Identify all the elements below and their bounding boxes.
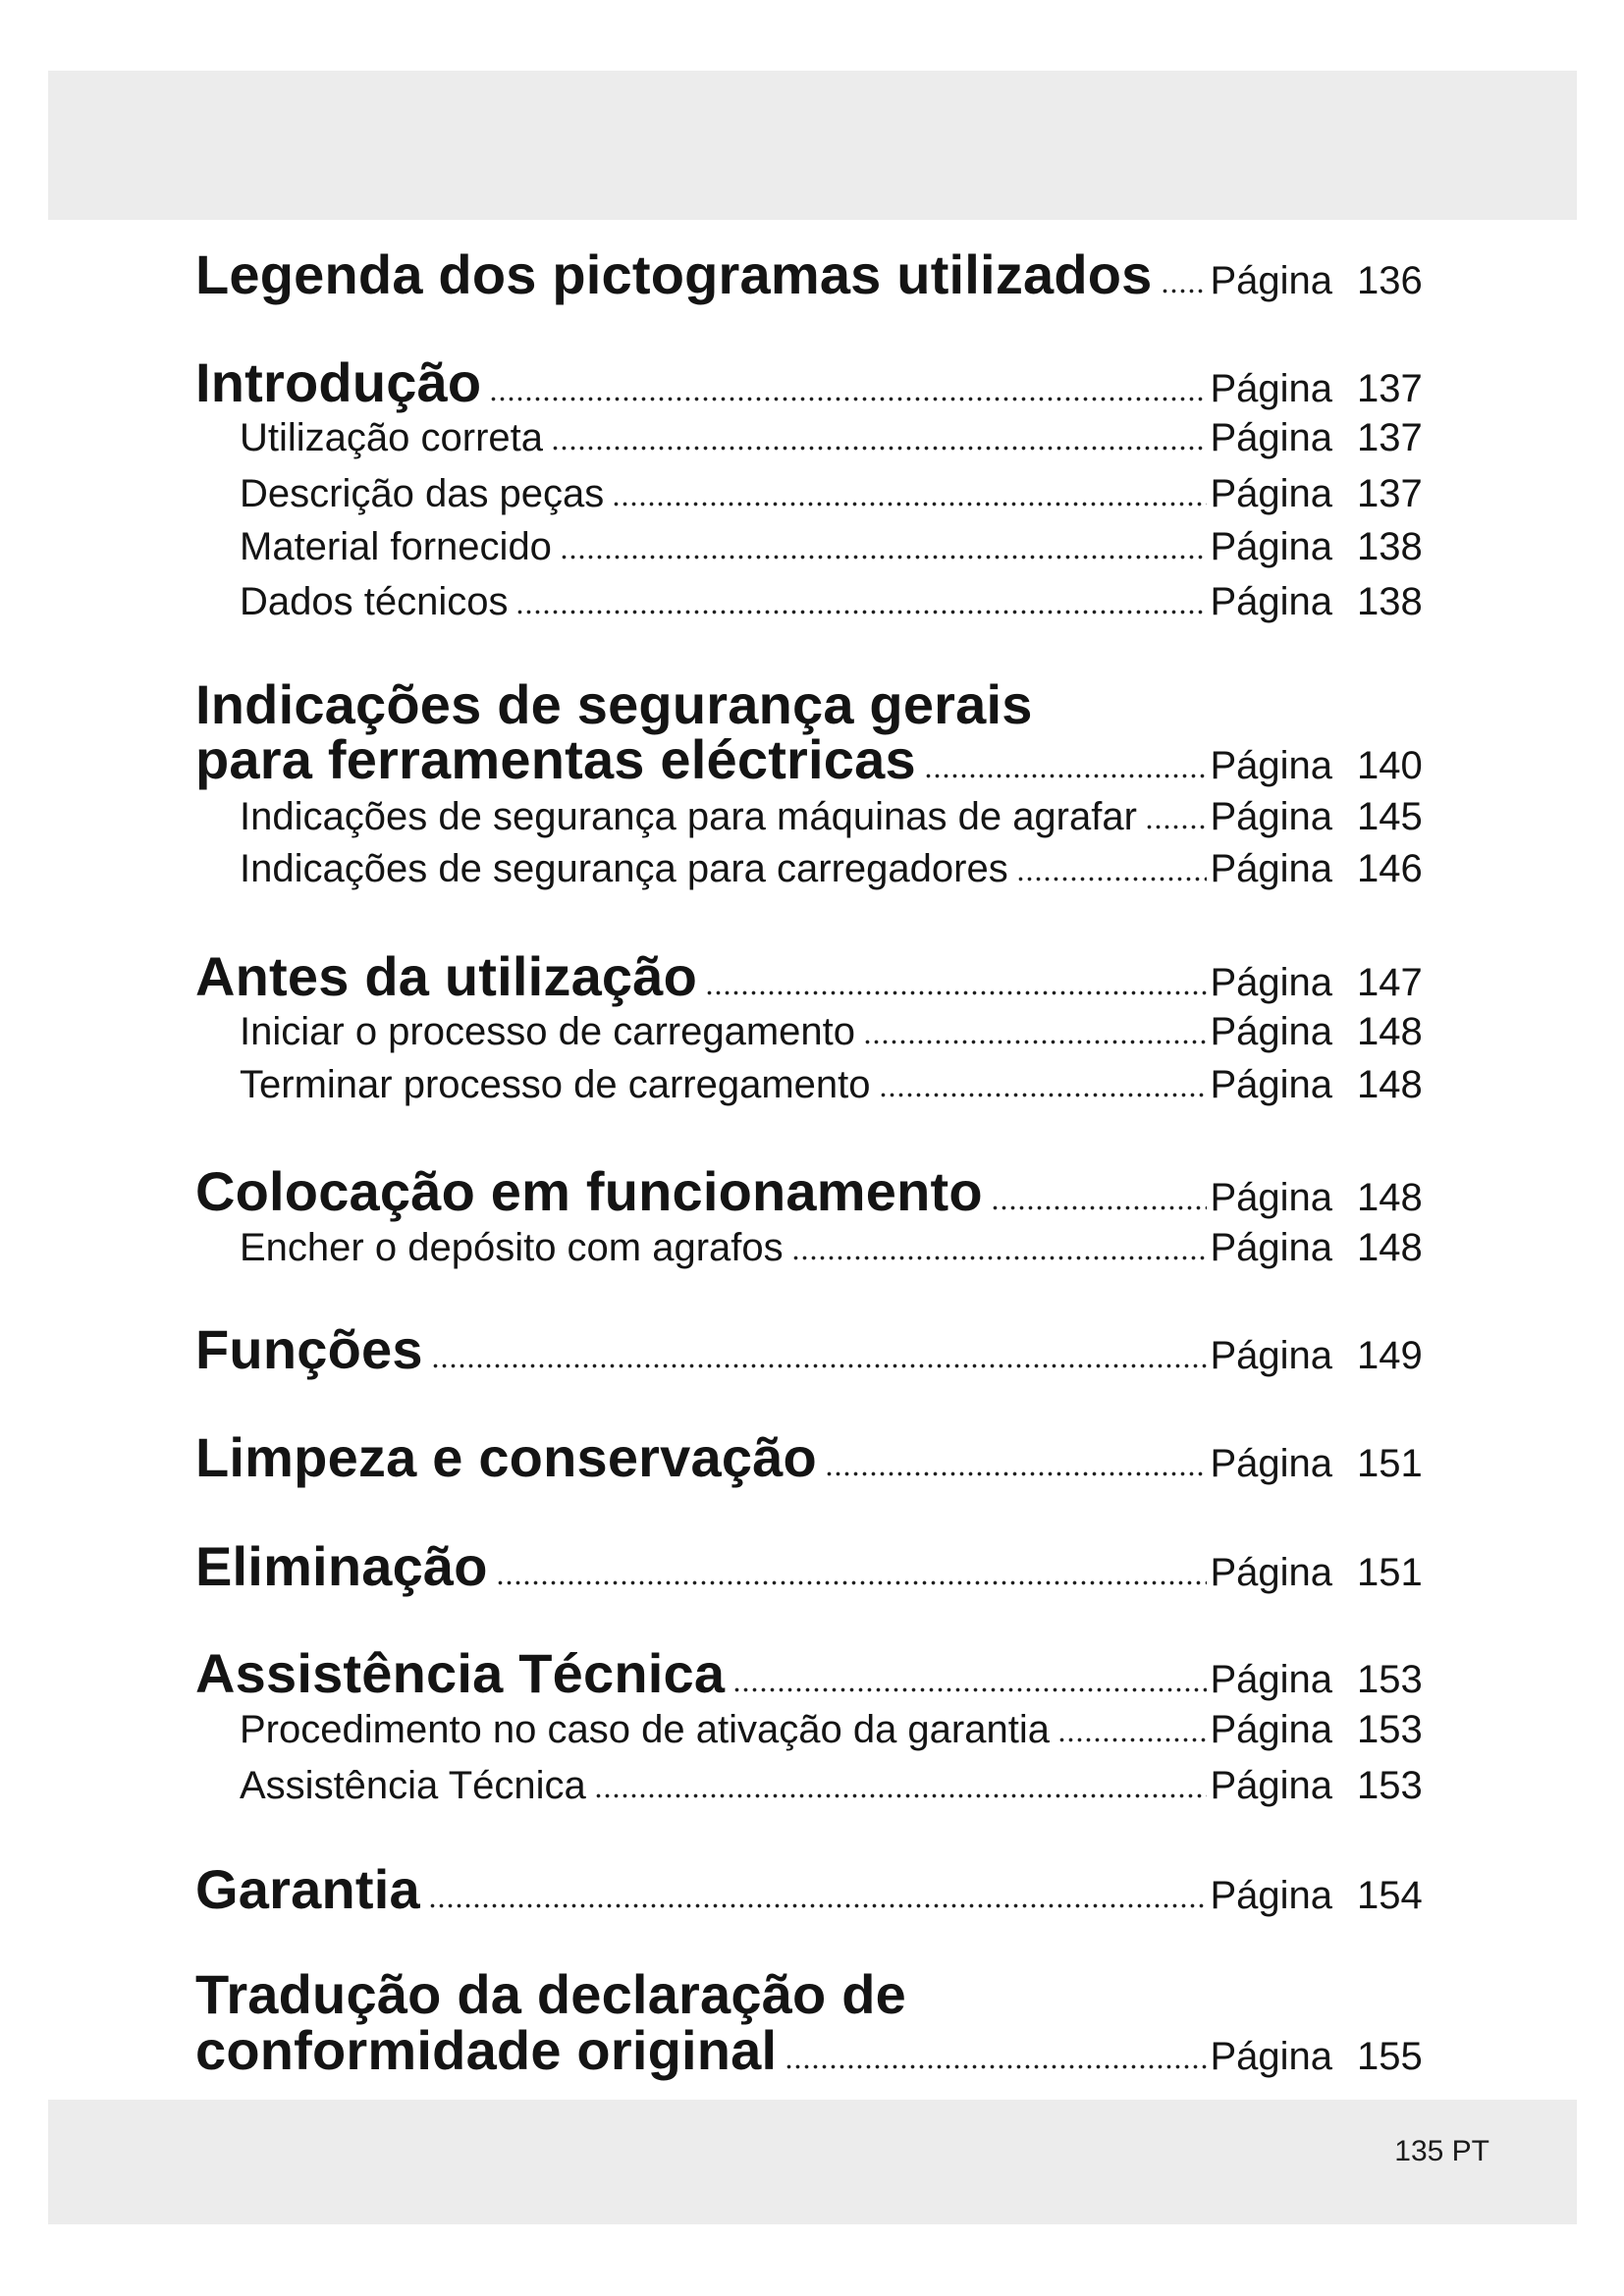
toc-section-row — [195, 1160, 1428, 1223]
page-number: 136 — [1357, 259, 1423, 302]
toc-subsection-row — [240, 793, 1428, 840]
dot-leader — [863, 1040, 1207, 1044]
toc-subsection-row — [240, 523, 1428, 570]
dot-leader — [612, 502, 1207, 507]
toc-subsection-row — [240, 1008, 1428, 1055]
page-label: Página — [1210, 847, 1332, 890]
dot-leader — [560, 555, 1208, 560]
dot-leader — [825, 1471, 1207, 1476]
toc-subsection-row — [240, 578, 1428, 625]
toc-subsection-title: Assistência Técnica — [240, 1764, 586, 1807]
toc-section-row — [195, 673, 1428, 736]
page-label: Página — [1210, 1442, 1332, 1485]
page-number: 137 — [1357, 472, 1423, 515]
toc-section-row — [195, 728, 1428, 791]
toc-subsection-title: Utilização correta — [240, 416, 544, 459]
toc-section-row — [195, 1642, 1428, 1705]
toc-section-title: conformidade original — [195, 2019, 778, 2081]
toc-section-row — [195, 1426, 1428, 1489]
toc-subsection-row — [240, 470, 1428, 517]
dot-leader — [1016, 877, 1208, 881]
toc-section-row — [195, 243, 1428, 306]
page-number: 153 — [1357, 1708, 1423, 1751]
dot-leader — [1145, 825, 1208, 829]
toc-subsection-title: Material fornecido — [240, 525, 552, 568]
dot-leader — [594, 1793, 1208, 1798]
toc-section-title: Limpeza e conservação — [195, 1426, 817, 1488]
page-number: 147 — [1357, 961, 1423, 1004]
toc-subsection-title: Indicações de segurança para carregadores — [240, 847, 1008, 890]
toc-subsection-row — [240, 1061, 1428, 1108]
page-label: Página — [1210, 2035, 1332, 2078]
toc-section-row — [195, 1535, 1428, 1598]
dot-leader — [879, 1093, 1208, 1097]
toc-section-title: Antes da utilização — [195, 945, 698, 1007]
page-label: Página — [1210, 1708, 1332, 1751]
page-number: 138 — [1357, 525, 1423, 568]
page-label: Página — [1210, 1551, 1332, 1594]
page-number: 151 — [1357, 1442, 1423, 1485]
dot-leader — [551, 446, 1207, 451]
dot-leader — [428, 1903, 1208, 1908]
toc-subsection-title: Procedimento no caso de ativação da garantia — [240, 1708, 1050, 1751]
page-label: Página — [1210, 744, 1332, 787]
toc-subsection-title: Iniciar o processo de carregamento — [240, 1010, 855, 1053]
toc-section-title: para ferramentas eléctricas — [195, 728, 916, 790]
toc-subsection-row — [240, 1762, 1428, 1809]
dot-leader — [785, 2064, 1207, 2069]
page-label: Página — [1210, 1176, 1332, 1219]
page-label: Página — [1210, 1764, 1332, 1807]
page-number: 153 — [1357, 1658, 1423, 1701]
toc-section-title: Funções — [195, 1318, 423, 1380]
dot-leader — [705, 990, 1207, 995]
page-label: Página — [1210, 1874, 1332, 1917]
page-label: Página — [1210, 472, 1332, 515]
toc-section-title: Legenda dos pictogramas utilizados — [195, 243, 1153, 305]
toc-section-row — [195, 945, 1428, 1008]
toc-subsection-title: Indicações de segurança para máquinas de agrafar — [240, 795, 1137, 838]
header-band — [48, 71, 1577, 220]
toc-subsection-title: Terminar processo de carregamento — [240, 1063, 871, 1106]
page-label: Página — [1210, 525, 1332, 568]
toc-section-row — [195, 2019, 1428, 2082]
toc-section-title: Eliminação — [195, 1535, 488, 1597]
dot-leader — [496, 1580, 1208, 1585]
page-number: 137 — [1357, 367, 1423, 410]
page-label: Página — [1210, 1010, 1332, 1053]
page-label: Página — [1210, 1658, 1332, 1701]
toc-section-row — [195, 1858, 1428, 1921]
page-number: 149 — [1357, 1334, 1423, 1377]
page-number: 155 — [1357, 2035, 1423, 2078]
toc-subsection-title: Descrição das peças — [240, 472, 605, 515]
dot-leader — [791, 1255, 1208, 1260]
toc-section-title: Indicações de segurança gerais — [195, 673, 1033, 735]
dot-leader — [732, 1687, 1207, 1692]
dot-leader — [431, 1363, 1208, 1368]
page-number: 138 — [1357, 580, 1423, 623]
page-number: 140 — [1357, 744, 1423, 787]
dot-leader — [924, 774, 1208, 778]
page-label: Página — [1210, 1063, 1332, 1106]
dot-leader — [991, 1205, 1208, 1210]
toc-section-row — [195, 1963, 1428, 2026]
page-number: 148 — [1357, 1226, 1423, 1269]
toc-section-title: Assistência Técnica — [195, 1642, 726, 1704]
page-label: Página — [1210, 416, 1332, 459]
toc-subsection-row — [240, 1224, 1428, 1271]
toc-section-row — [195, 1318, 1428, 1381]
footer-page-number: 135 PT — [1394, 2135, 1489, 2167]
toc-section-title: Introdução — [195, 351, 482, 413]
page-number: 145 — [1357, 795, 1423, 838]
toc-subsection-row — [240, 1706, 1428, 1753]
dot-leader — [1161, 289, 1208, 294]
page-number: 137 — [1357, 416, 1423, 459]
dot-leader — [489, 397, 1207, 401]
toc-section-title: Garantia — [195, 1858, 420, 1920]
page-label: Página — [1210, 259, 1332, 302]
page-number: 151 — [1357, 1551, 1423, 1594]
toc-subsection-row — [240, 845, 1428, 892]
toc-subsection-title: Encher o depósito com agrafos — [240, 1226, 784, 1269]
toc-section-title: Tradução da declaração de — [195, 1963, 906, 2025]
page-number: 148 — [1357, 1176, 1423, 1219]
page-label: Página — [1210, 795, 1332, 838]
page-number: 148 — [1357, 1010, 1423, 1053]
page-number: 153 — [1357, 1764, 1423, 1807]
toc-section-title: Colocação em funcionamento — [195, 1160, 983, 1222]
dot-leader — [515, 610, 1207, 614]
toc-subsection-title: Dados técnicos — [240, 580, 509, 623]
page-label: Página — [1210, 367, 1332, 410]
toc-section-row — [195, 351, 1428, 414]
page-number: 148 — [1357, 1063, 1423, 1106]
dot-leader — [1057, 1737, 1207, 1742]
page-number: 146 — [1357, 847, 1423, 890]
page-label: Página — [1210, 1334, 1332, 1377]
page-label: Página — [1210, 1226, 1332, 1269]
page-label: Página — [1210, 580, 1332, 623]
page-number: 154 — [1357, 1874, 1423, 1917]
toc-subsection-row — [240, 414, 1428, 461]
page-label: Página — [1210, 961, 1332, 1004]
footer-band — [48, 2100, 1577, 2224]
